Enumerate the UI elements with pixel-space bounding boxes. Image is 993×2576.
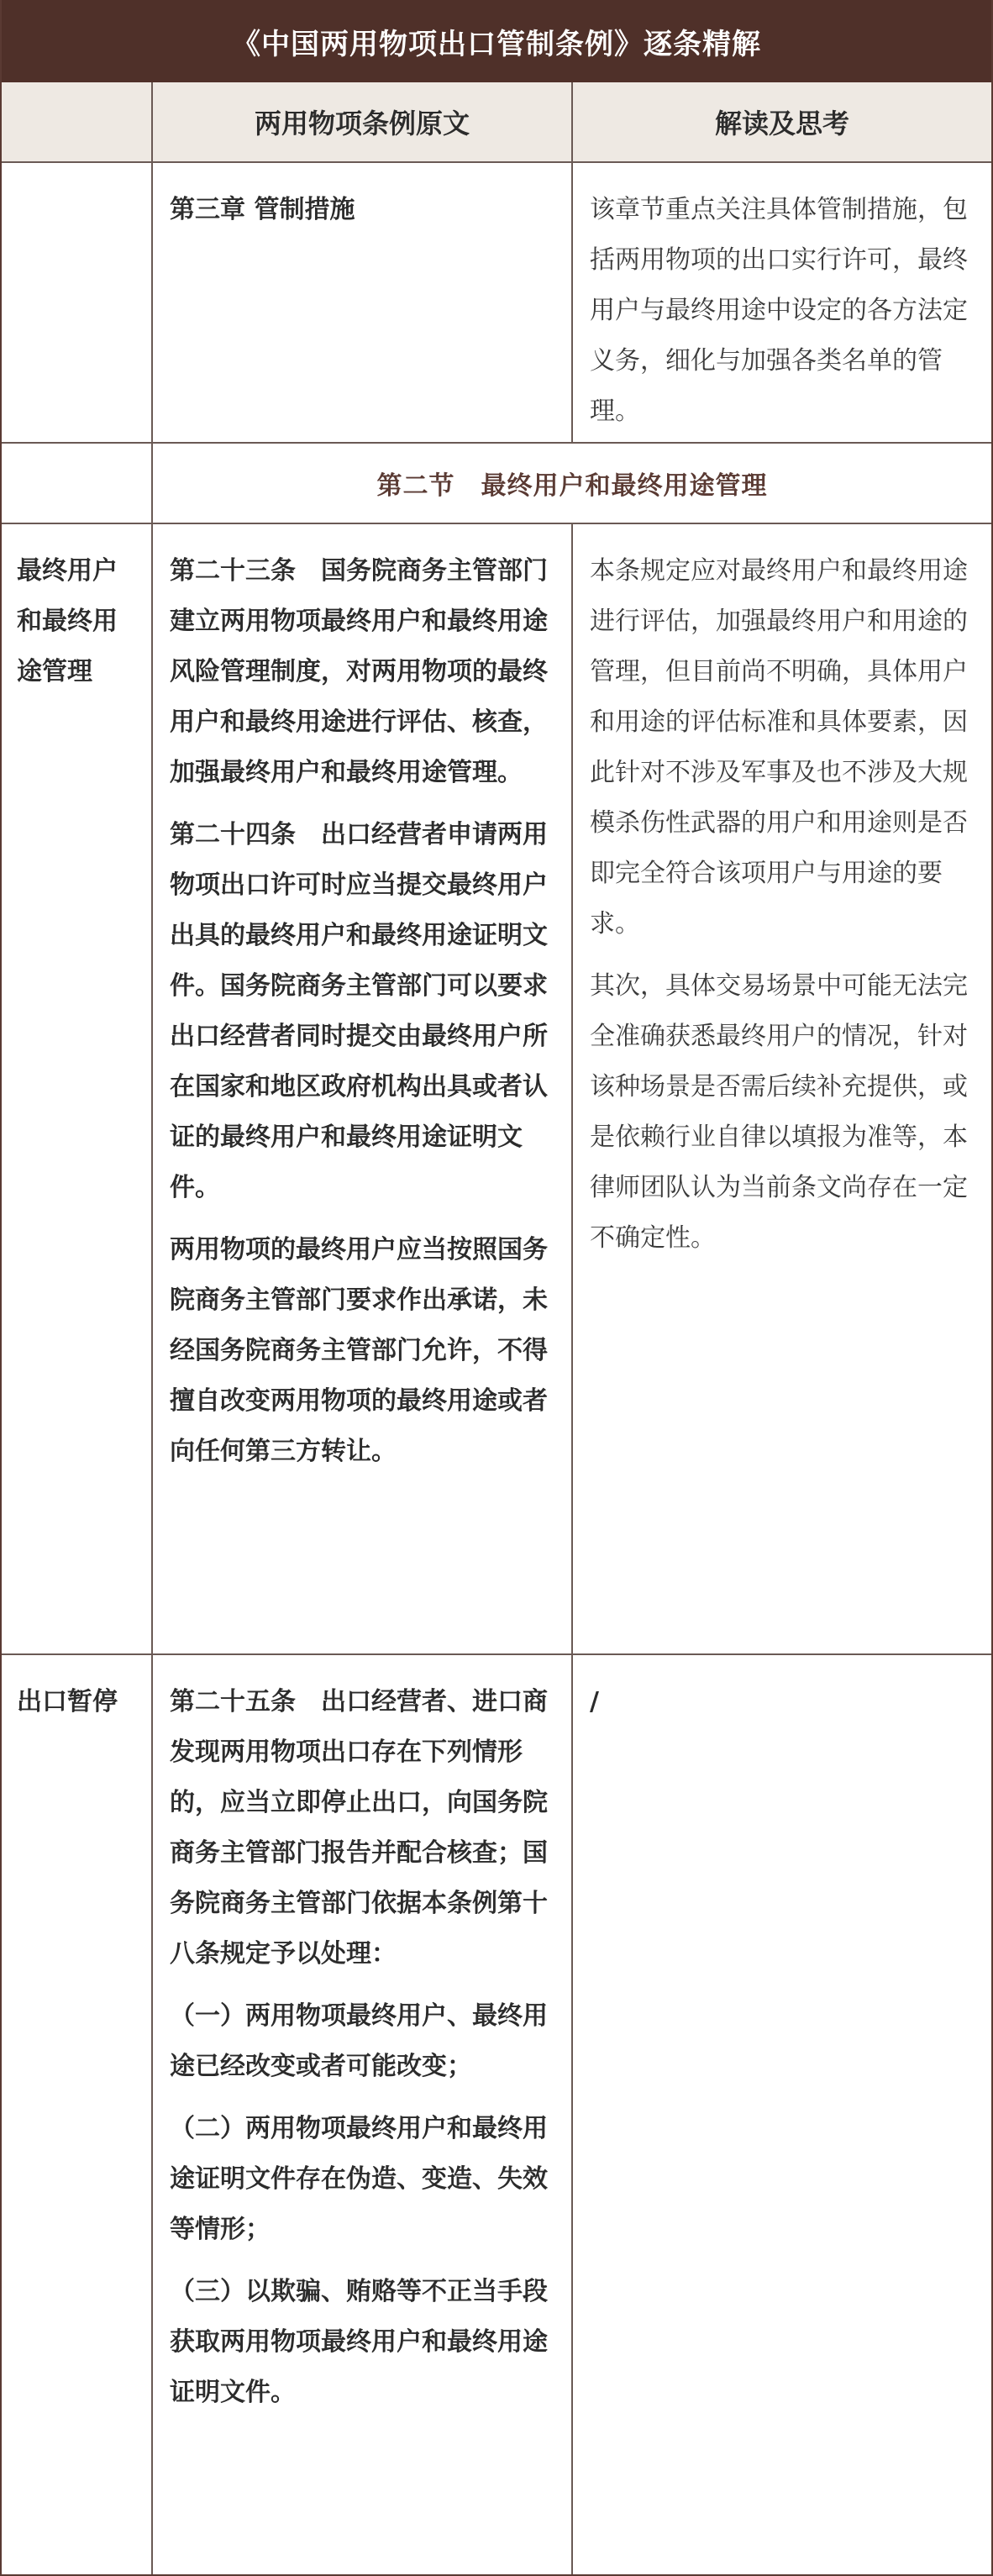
table-header-row [2,82,991,163]
header-col-original: 两用物项条例原文 [153,82,573,161]
article-24-para2-text: 两用物项的最终用户应当按照国务院商务主管部门要求作出承诺，未经国务院商务主管部门允许，不得擅自改变两用物项的最终用途或者向任何第三方转让。 [170,1235,548,1466]
article-23-text: 第二十三条 国务院商务主管部门建立两用物项最终用户和最终用途风险管理制度，对两用物项的最终用户和最终用途进行评估、核查，加强最终用户和最终用途管理。 [170,556,548,787]
end-user-original-cell [153,524,573,1653]
article-24-text: 第二十四条 出口经营者申请两用物项出口许可时应当提交最终用户出具的最终用户和最终用途证明文件。国务院商务主管部门可以要求出口经营者同时提交由最终用户所在国家和地区政府机构出具或者认证的最终用户和最终用途证明文件。 [170,820,548,1202]
document-title: 《中国两用物项出口管制条例》逐条精解 [2,0,991,82]
header-col-commentary: 解读及思考 [714,108,849,139]
chapter-commentary-cell: 该章节重点关注具体管制措施，包括两用物项的出口实行许可，最终用户与最终用途中设定的各方法定义务，细化与加强各类名单的管理。 [590,195,968,426]
export-suspend-original-cell [153,1655,573,2574]
header-col-label [2,82,153,161]
section-label-cell [2,444,153,523]
end-user-commentary-cell [573,524,991,1653]
table-row-export-suspend [2,1655,991,2574]
table-row-end-user [2,524,991,1655]
end-user-label: 最终用户和最终用途管理 [2,524,153,1653]
chapter-label-cell [2,163,153,442]
chapter-original-cell: 第三章 管制措施 [153,163,573,442]
article-25-text: 第二十五条 出口经营者、进口商发现两用物项出口存在下列情形的，应当立即停止出口，向国务院商务主管部门报告并配合核查；国务院商务主管部门依据本条例第十八条规定予以处理： [170,1687,548,1969]
section-title: 第二节 最终用户和最终用途管理 [376,471,768,501]
commentary-para-2: 其次，具体交易场景中可能无法完全准确获悉最终用户的情况，针对该种场景是否需后续补充提供，或是依赖行业自律以填报为准等，本律师团队认为当前条文尚存在一定不确定性。 [590,971,968,1253]
export-suspend-label: 出口暂停 [2,1655,153,2574]
table-row-section [2,444,991,524]
article-25-item-3: （三）以欺骗、贿赂等不正当手段获取两用物项最终用户和最终用途证明文件。 [170,2277,548,2407]
article-25-item-1: （一）两用物项最终用户、最终用途已经改变或者可能改变； [170,2001,548,2081]
commentary-para-1: 本条规定应对最终用户和最终用途进行评估，加强最终用户和用途的管理，但目前尚不明确，具体用户和用途的评估标准和具体要素，因此针对不涉及军事及也不涉及大规模杀伤性武器的用户和用途则是否即完全符合该项用户与用途的要求。 [590,556,968,938]
article-25-item-2: （二）两用物项最终用户和最终用途证明文件存在伪造、变造、失效等情形； [170,2114,548,2244]
table-row-chapter [2,163,991,444]
export-suspend-commentary-cell: / [590,1687,599,1716]
